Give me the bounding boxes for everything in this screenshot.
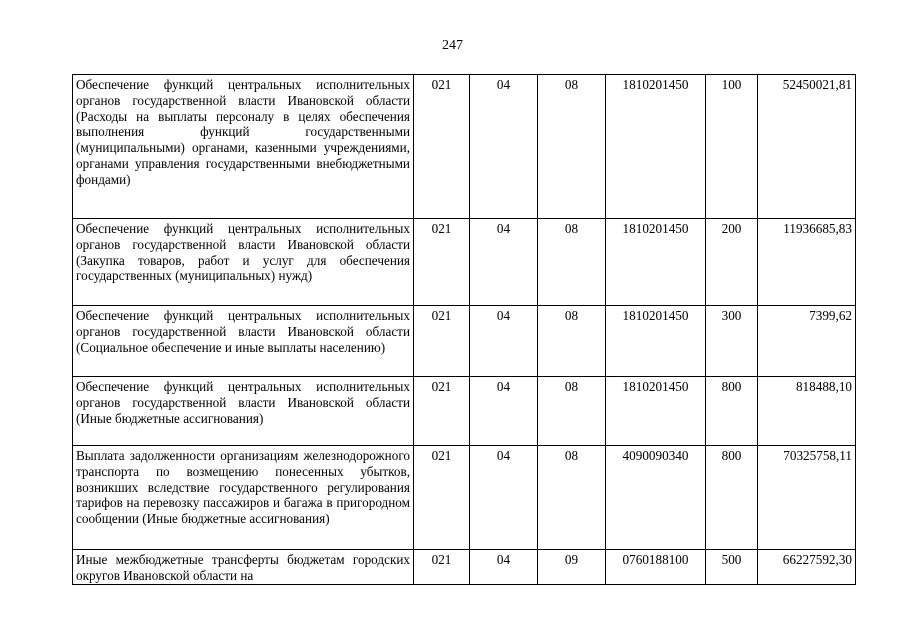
expense-type-code: 500: [706, 550, 758, 585]
row-description: Обеспечение функций центральных исполнительных органов государственной власти Ивановской области (Расходы на выплаты персоналу в целях обеспечения выполнения функций государственными (муниципальными) органами, казенными учреждениями, органами управления государственными внебюджетными фондами): [73, 75, 414, 219]
amount: 7399,62: [758, 306, 856, 377]
target-article-code: 1810201450: [606, 219, 706, 306]
ministry-code: 021: [414, 219, 470, 306]
subsection-code: 08: [538, 377, 606, 446]
table-row: [73, 219, 856, 306]
budget-allocation-table: [72, 74, 856, 585]
table-row: [73, 306, 856, 377]
ministry-code: 021: [414, 550, 470, 585]
table-row: [73, 550, 856, 585]
target-article-code: 0760188100: [606, 550, 706, 585]
amount: 52450021,81: [758, 75, 856, 219]
section-code: 04: [470, 550, 538, 585]
subsection-code: 08: [538, 446, 606, 550]
expense-type-code: 200: [706, 219, 758, 306]
row-description: Обеспечение функций центральных исполнительных органов государственной власти Ивановской области (Иные бюджетные ассигнования): [73, 377, 414, 446]
subsection-code: 08: [538, 306, 606, 377]
expense-type-code: 300: [706, 306, 758, 377]
expense-type-code: 800: [706, 446, 758, 550]
target-article-code: 1810201450: [606, 75, 706, 219]
ministry-code: 021: [414, 446, 470, 550]
row-description: Выплата задолженности организациям железнодорожного транспорта по возмещению понесенных убытков, возникших вследствие государственного регулирования тарифов на перевозку пассажиров и багажа в пригородном сообщении (Иные бюджетные ассигнования): [73, 446, 414, 550]
table-row: [73, 377, 856, 446]
row-description-cell: [73, 550, 414, 585]
expense-type-code: 100: [706, 75, 758, 219]
amount: 66227592,30: [758, 550, 856, 585]
row-description: Обеспечение функций центральных исполнительных органов государственной власти Ивановской области (Социальное обеспечение и иные выплаты населению): [73, 306, 414, 377]
amount: 11936685,83: [758, 219, 856, 306]
target-article-code: 4090090340: [606, 446, 706, 550]
section-code: 04: [470, 377, 538, 446]
amount: 818488,10: [758, 377, 856, 446]
subsection-code: 08: [538, 75, 606, 219]
subsection-code: 09: [538, 550, 606, 585]
section-code: 04: [470, 306, 538, 377]
table-row: [73, 446, 856, 550]
ministry-code: 021: [414, 306, 470, 377]
amount: 70325758,11: [758, 446, 856, 550]
target-article-code: 1810201450: [606, 377, 706, 446]
ministry-code: 021: [414, 377, 470, 446]
expense-type-code: 800: [706, 377, 758, 446]
row-description: Обеспечение функций центральных исполнительных органов государственной власти Ивановской области (Закупка товаров, работ и услуг для обеспечения государственных (муниципальных) нужд): [73, 219, 414, 306]
section-code: 04: [470, 219, 538, 306]
target-article-code: 1810201450: [606, 306, 706, 377]
page-number: 247: [442, 38, 463, 53]
row-description: Иные межбюджетные трансферты бюджетам городских округов Ивановской области на: [76, 552, 410, 583]
table-row: [73, 75, 856, 219]
subsection-code: 08: [538, 219, 606, 306]
ministry-code: 021: [414, 75, 470, 219]
section-code: 04: [470, 446, 538, 550]
section-code: 04: [470, 75, 538, 219]
